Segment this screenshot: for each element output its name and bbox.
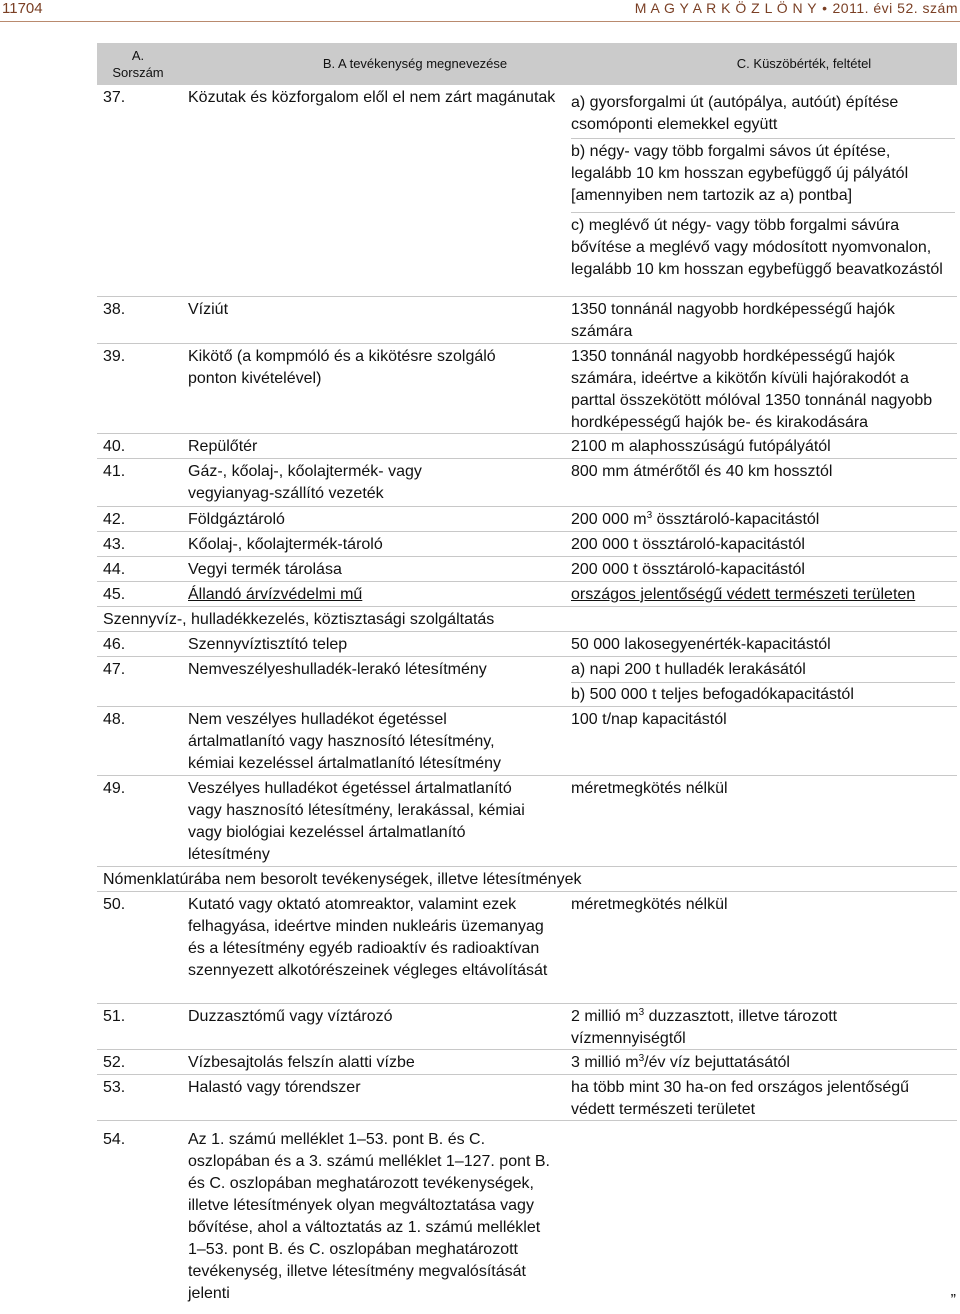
column-c-header: C. Küszöbérték, feltétel: [736, 56, 872, 71]
threshold-b: b) 500 000 t teljes befogadókapacitástól: [571, 686, 854, 703]
table-row: 54. Az 1. számú melléklet 1–53. pont B. és C. oszlopában és a 3. számú melléklet 1–127. pont B. és C. oszlopában meghatározott tevékenységek, illetve létesítmények olyan megváltoztatása vagy bővítése, ahol a változtatás az 1. számú melléklet 1–53. pont B. és C. oszlopában meghatározott tevékenység, illetve létesítmény megvalósítását jelenti: [103, 1131, 550, 1302]
table-row: 43. Kőolaj-, kőolajtermék-tároló 200 000 t össztároló-kapacitástól: [97, 532, 957, 557]
table-row: 38. Víziút 1350 tonnánál nagyobb hordképességű hajók számára: [97, 297, 957, 344]
header-rule: [0, 21, 960, 22]
page-header: [0, 0, 960, 20]
column-a-header: A. Sorszám: [112, 48, 164, 80]
threshold-a: a) napi 200 t hulladék lerakásától: [571, 659, 955, 683]
table-row: 39. Kikötő (a kompmóló és a kikötésre szolgáló ponton kivételével) 1350 tonnánál nagyobb hordképességű hajók számára, ideértve a kikötőn kívüli hajórakodót a parttal összekötött mólóval 1350 tonnánál nagyobb hordképességű hajók be- és kirakodására: [97, 344, 957, 434]
closing-quote-mark: ”: [950, 1292, 956, 1309]
table-row: 44. Vegyi termék tárolása 200 000 t össztároló-kapacitástól: [97, 557, 957, 582]
section-heading: Nómenklatúrába nem besorolt tevékenységek, illetve létesítmények: [97, 867, 957, 892]
table-row: 50. Kutató vagy oktató atomreaktor, valamint ezek felhagyása, ideértve minden nukleáris üzemanyag és a létesítmény egyéb radioaktív és radioaktívan szennyezett alkotórészeinek végleges eltávolítását méretmegkötés nélkül: [97, 892, 957, 1004]
threshold-c: c) meglévő út négy- vagy több forgalmi sávúra bővítése a meglévő vagy módosított nyomvonalon, legalább 10 km hosszan egybefüggő beavatkozástól: [571, 217, 943, 278]
column-b-header: B. A tevékenység megnevezése: [322, 56, 508, 71]
section-heading: Szennyvíz-, hulladékkezelés, köztisztasági szolgáltatás: [97, 607, 957, 632]
table-row: 52. Vízbesajtolás felszín alatti vízbe 3 millió $m^3/év$ víz bejuttatásától: [97, 1050, 957, 1075]
threshold-b: b) négy- vagy több forgalmi sávos út építése, legalább 10 km hosszan egybefüggő új pályától [amennyiben nem tartozik az a) pontba]: [571, 139, 955, 213]
threshold-a: a) gyorsforgalmi út (autópálya, autóút) építése csomóponti elemekkel együtt: [571, 92, 955, 139]
table-row: 40. Repülőtér 2100 m alaphosszúságú futópályától: [97, 434, 957, 459]
table-row: 48. Nem veszélyes hulladékot égetéssel ártalmatlanító vagy hasznosító létesítmény, kémiai kezeléssel ártalmatlanító létesítmény 100 t/nap kapacitástól: [97, 707, 957, 776]
table-row: 45. Állandó árvízvédelmi mű országos jelentőségű védett természeti területen: [97, 582, 957, 607]
table-row: 51. Duzzasztómű vagy víztározó 2 millió $m^3$ duzzasztott, illetve tározott vízmennyiségtől: [97, 1004, 957, 1050]
table-row: 47. Nemveszélyeshulladék-lerakó létesítmény a) napi 200 t hulladék lerakásától b) 500 000 t teljes befogadókapacitástól: [97, 657, 957, 707]
journal-title: M A G Y A R K Ö Z L Ö N Y • 2011. évi 52. szám: [634, 0, 958, 16]
table-row: 46. Szennyvíztisztító telep 50 000 lakosegyenérték-kapacitástól: [97, 632, 957, 657]
table-row: 37. Közutak és közforgalom elől el nem zárt magánutak a) gyorsforgalmi út (autópálya, autóút) építése csomóponti elemekkel együtt b) négy- vagy több forgalmi sávos út építése, legalább 10 km hosszan egybefüggő új pályától [amennyiben nem tartozik az a) pontba] c) meglévő út négy- vagy több forgalmi sávúra bővítése a meglévő vagy módosított nyomvonalon, legalább 10 km hosszan egybefüggő beavatkozástól: [97, 85, 957, 297]
table-row: 53. Halastó vagy tórendszer ha több mint 30 ha-on fed országos jelentőségű védett természeti területet: [97, 1075, 957, 1121]
table-row: 41. Gáz-, kőolaj-, kőolajtermék- vagy vegyianyag-szállító vezeték 800 mm átmérőtől és 40 km hossztól: [97, 459, 957, 507]
table-row: 42. Földgáztároló 200 000 $m^3$ össztároló-kapacitástól: [97, 507, 957, 532]
table-body: [97, 85, 957, 1302]
page-number: 11704: [2, 0, 43, 17]
table-row: 49. Veszélyes hulladékot égetéssel ártalmatlanító vagy hasznosító létesítmény, lerakással, kémiai vagy biológiai kezeléssel ártalmatlanító létesítmény méretmegkötés nélkül: [97, 776, 957, 867]
column-header: [97, 43, 957, 85]
